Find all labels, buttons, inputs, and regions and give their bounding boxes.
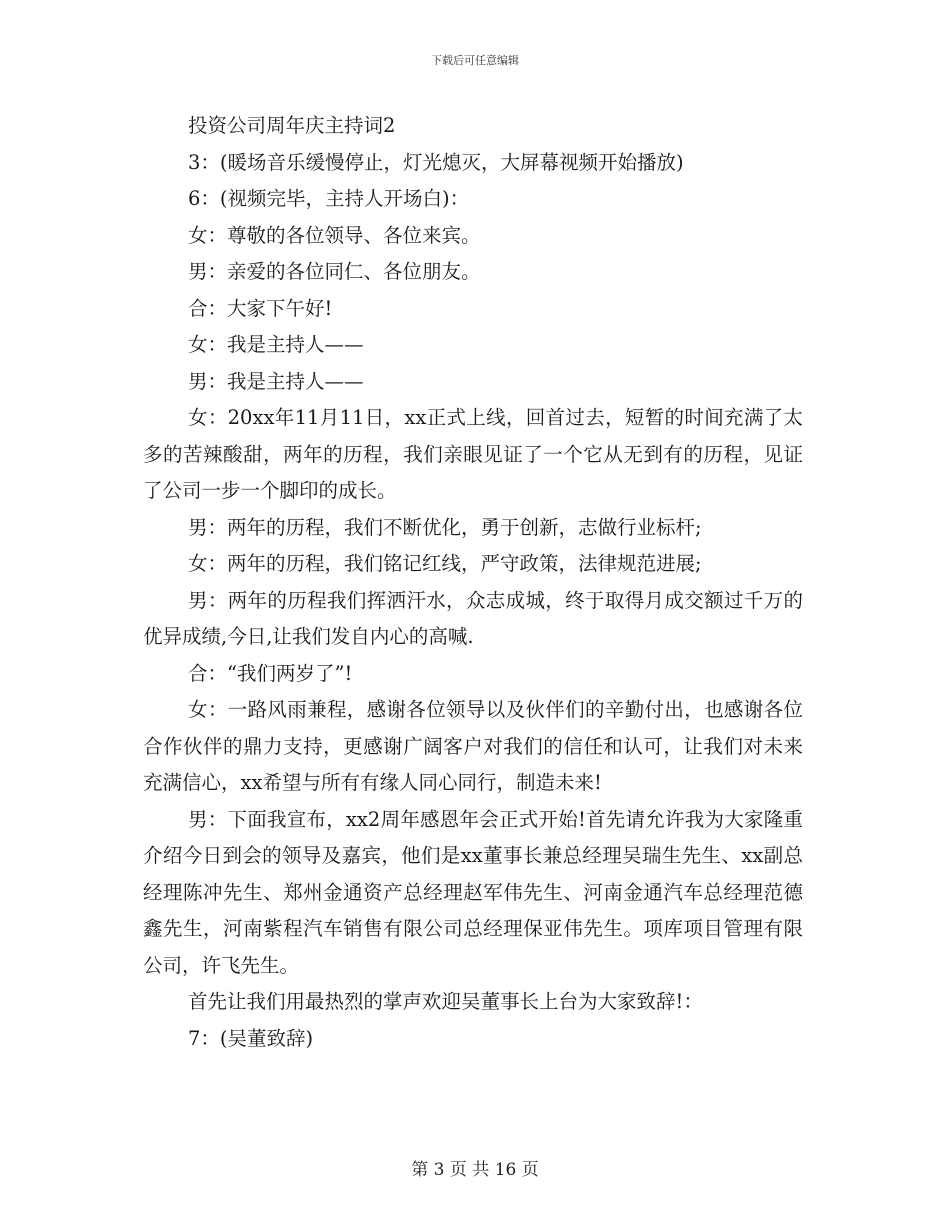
script-paragraph: 男：两年的历程，我们不断优化，勇于创新，志做行业标杆; xyxy=(188,515,702,539)
script-line: 3：(暖场音乐缓慢停止，灯光熄灭，大屏幕视频开始播放) xyxy=(188,150,684,174)
script-paragraph: 首先让我们用最热烈的掌声欢迎吴董事长上台为大家致辞!： xyxy=(188,990,703,1013)
script-paragraph: 男：下面我宣布，xx2周年感恩年会正式开始!首先请允许我为大家隆重介绍今日到会的领导及嘉宾，他们是xx董事长兼总经理吴瑞生先生、xx副总经理陈冲先生、郑州金通资产总经理赵军伟先生、河南金通汽车总经理范德鑫先生，河南紫程汽车销售有限公司总经理保亚伟先生。项库项目管理有限公司，许飞先生。 xyxy=(143,807,803,977)
page-header-note: 下载后可任意编辑 xyxy=(431,54,519,67)
script-paragraph: 女：一路风雨兼程，感谢各位领导以及伙伴们的辛勤付出，也感谢各位合作伙伴的鼎力支持，更感谢广阔客户对我们的信任和认可，让我们对未来充满信心，xx希望与所有有缘人同心同行，制造未来! xyxy=(143,698,803,794)
script-paragraph: 男：两年的历程我们挥洒汗水，众志成城，终于取得月成交额过千万的优异成绩,今日,让我们发自内心的高喊. xyxy=(143,588,803,648)
script-line: 合：大家下午好! xyxy=(188,296,333,320)
page-number: 第 3 页 共 16 页 xyxy=(411,1160,539,1180)
script-paragraph: 女：两年的历程，我们铭记红线，严守政策，法律规范进展; xyxy=(188,552,702,575)
document-body xyxy=(143,108,803,1057)
document-title: 投资公司周年庆主持词2 xyxy=(188,114,396,137)
script-line: 6：(视频完毕，主持人开场白)： xyxy=(188,187,470,210)
script-paragraph: 女：20xx年11月11日，xx正式上线，回首过去，短暂的时间充满了太多的苦辣酸甜，两年的历程，我们亲眼见证了一个它从无到有的历程，见证了公司一步一个脚印的成长。 xyxy=(143,406,803,502)
script-line: 女：我是主持人—— xyxy=(188,333,364,356)
script-line: 男：亲爱的各位同仁、各位朋友。 xyxy=(188,260,481,283)
script-line: 女：尊敬的各位领导、各位来宾。 xyxy=(188,223,481,247)
script-line: 男：我是主持人—— xyxy=(188,369,364,393)
script-paragraph: 合：“我们两岁了”! xyxy=(188,661,353,685)
script-paragraph: 7：(吴董致辞) xyxy=(188,1026,314,1050)
